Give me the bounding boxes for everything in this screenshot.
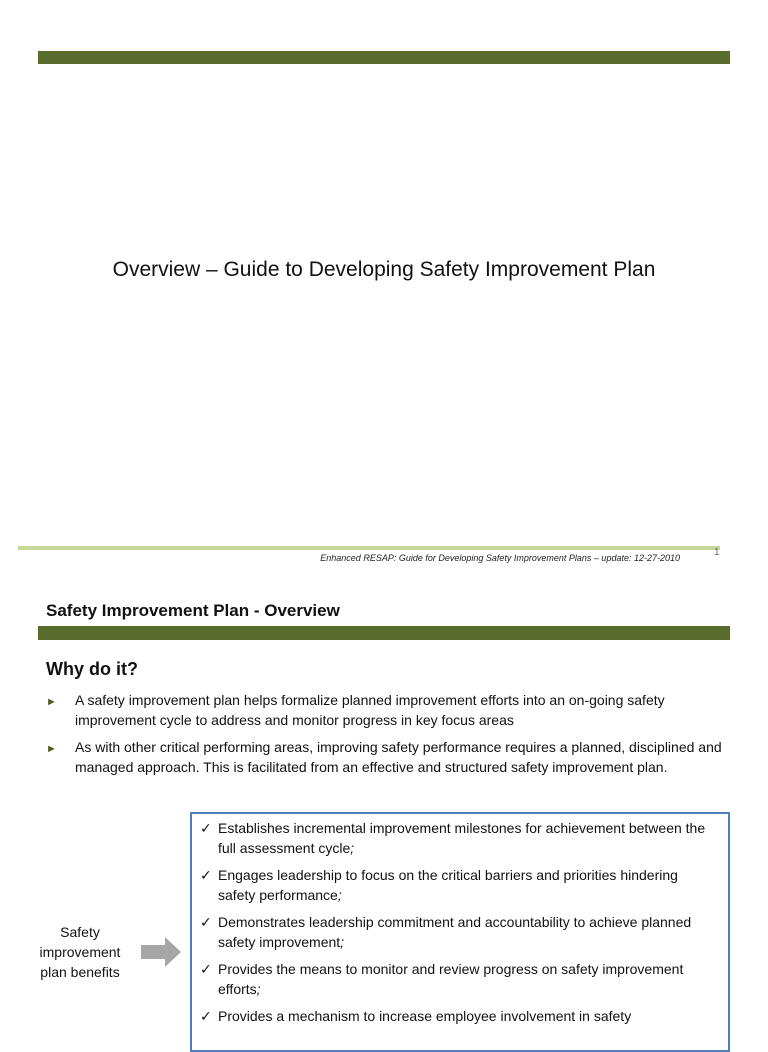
benefit-text: Provides the means to monitor and review progress on safety improvement efforts: [218, 961, 684, 997]
page-number: 1: [714, 547, 720, 558]
benefit-punct: ;: [256, 981, 261, 997]
slide2-subtitle: Why do it?: [46, 659, 138, 679]
slide2-title: Safety Improvement Plan - Overview: [46, 601, 340, 620]
slide1-top-bar: [38, 51, 730, 64]
benefit-punct: ;: [337, 887, 342, 903]
slide1-title: Overview – Guide to Developing Safety Improvement Plan: [112, 258, 656, 281]
triangle-bullet-icon: ►: [46, 696, 57, 708]
benefit-punct: ;: [350, 840, 355, 856]
checkmark-icon: ✓: [200, 1008, 212, 1024]
benefit-text: Engages leadership to focus on the critical barriers and priorities hindering safety performance: [218, 867, 678, 903]
checkmark-icon: ✓: [200, 867, 212, 883]
right-arrow-icon: [141, 937, 181, 967]
triangle-bullet-icon: ►: [46, 743, 57, 755]
slide2-title-bar: [38, 626, 730, 640]
checkmark-icon: ✓: [200, 820, 212, 836]
checkmark-icon: ✓: [200, 914, 212, 930]
benefits-label: Safety improvement plan benefits: [39, 924, 121, 980]
benefit-text: Provides a mechanism to increase employee involvement in safety: [218, 1008, 632, 1024]
benefit-text: Demonstrates leadership commitment and accountability to achieve planned safety improvement: [218, 914, 692, 950]
slide1-footer-line: [18, 546, 720, 550]
bullet-text: A safety improvement plan helps formalize planned improvement efforts into an on-going safety improvement cycle to address and monitor progress in key focus areas: [75, 692, 665, 728]
bullet-text: As with other critical performing areas, improving safety performance requires a planned, disciplined and managed approach. This is facilitated from an effective and structured safety improvement plan.: [75, 739, 722, 775]
benefit-text: Establishes incremental improvement milestones for achievement between the full assessment cycle: [218, 820, 706, 856]
slide1-footer-text: Enhanced RESAP: Guide for Developing Safety Improvement Plans – update: 12-27-2010: [320, 553, 680, 563]
checkmark-icon: ✓: [200, 961, 212, 977]
benefit-punct: ;: [340, 934, 345, 950]
